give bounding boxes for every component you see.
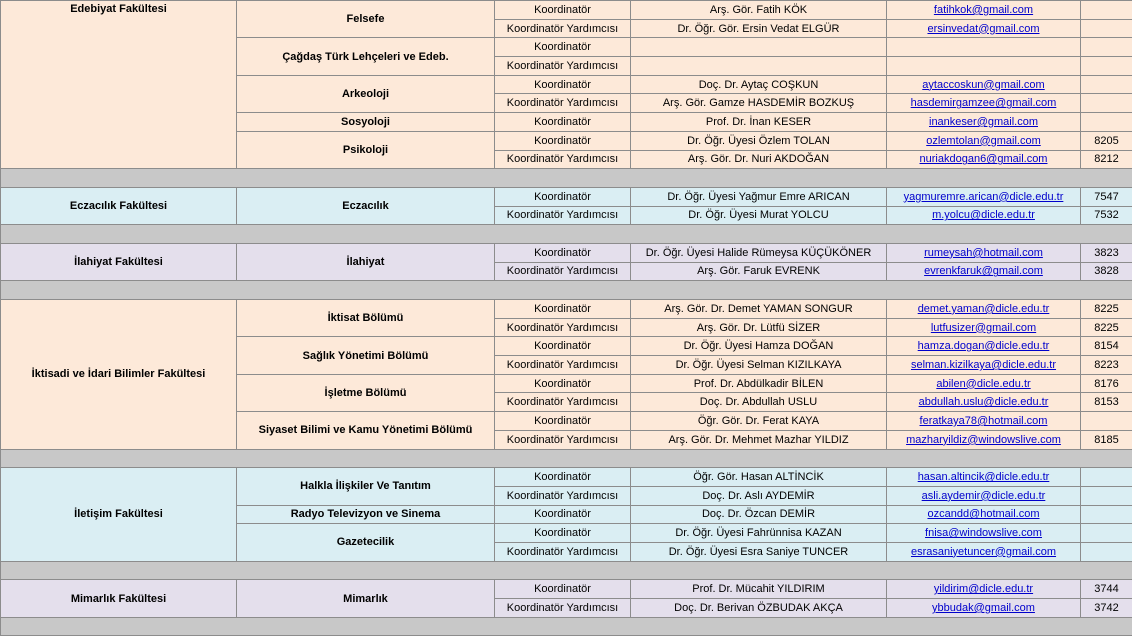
role-cell: Koordinatör bbox=[495, 524, 631, 543]
email-link[interactable]: asli.aydemir@dicle.edu.tr bbox=[921, 489, 1046, 502]
email-link[interactable]: lutfusizer@gmail.com bbox=[930, 321, 1037, 334]
phone-extension-cell bbox=[1081, 57, 1132, 76]
role-cell: Koordinatör bbox=[495, 412, 631, 431]
email-link[interactable]: ozlemtolan@gmail.com bbox=[926, 134, 1041, 147]
faculty-name: Eczacılık Fakültesi bbox=[1, 187, 237, 224]
phone-extension-cell bbox=[1081, 505, 1132, 524]
department-name: Psikoloji bbox=[237, 131, 495, 168]
person-cell: Arş. Gör. Dr. Lütfü SİZER bbox=[631, 318, 887, 337]
person-cell: Dr. Öğr. Üyesi Selman KIZILKAYA bbox=[631, 356, 887, 375]
table-row bbox=[1, 187, 1132, 206]
department-name: Gazetecilik bbox=[237, 524, 495, 561]
role-cell: Koordinatör Yardımcısı bbox=[495, 57, 631, 76]
person-cell: Dr. Öğr. Üyesi Halide Rümeysa KÜÇÜKÖNER bbox=[631, 243, 887, 262]
email-link[interactable]: ersinvedat@gmail.com bbox=[927, 22, 1040, 35]
phone-extension-cell: 8153 bbox=[1081, 393, 1132, 412]
email-cell bbox=[887, 430, 1081, 449]
separator-row bbox=[1, 617, 1132, 636]
email-cell bbox=[887, 524, 1081, 543]
person-cell: Öğr. Gör. Dr. Ferat KAYA bbox=[631, 412, 887, 431]
department-name: Mimarlık bbox=[237, 580, 495, 617]
person-cell: Dr. Öğr. Üyesi Yağmur Emre ARICAN bbox=[631, 187, 887, 206]
email-cell bbox=[887, 393, 1081, 412]
email-link[interactable]: abilen@dicle.edu.tr bbox=[936, 377, 1031, 390]
table-row bbox=[1, 1, 1132, 20]
phone-extension-cell: 8223 bbox=[1081, 356, 1132, 375]
person-cell: Arş. Gör. Gamze HASDEMİR BOZKUŞ bbox=[631, 94, 887, 113]
phone-extension-cell: 8154 bbox=[1081, 337, 1132, 356]
phone-extension-cell bbox=[1081, 1, 1132, 20]
department-name: Felsefe bbox=[237, 1, 495, 38]
person-cell: Dr. Öğr. Üyesi Özlem TOLAN bbox=[631, 131, 887, 150]
department-name: Sağlık Yönetimi Bölümü bbox=[237, 337, 495, 374]
role-cell: Koordinatör bbox=[495, 243, 631, 262]
faculty-name: İletişim Fakültesi bbox=[1, 468, 237, 561]
role-cell: Koordinatör bbox=[495, 75, 631, 94]
person-cell: Dr. Öğr. Üyesi Fahrünnisa KAZAN bbox=[631, 524, 887, 543]
phone-extension-cell bbox=[1081, 468, 1132, 487]
email-link[interactable]: demet.yaman@dicle.edu.tr bbox=[917, 302, 1050, 315]
department-name: Eczacılık bbox=[237, 187, 495, 224]
person-cell: Arş. Gör. Dr. Mehmet Mazhar YILDIZ bbox=[631, 430, 887, 449]
email-cell bbox=[887, 19, 1081, 38]
separator-cell bbox=[1, 561, 1132, 580]
department-name: Halkla İlişkiler Ve Tanıtım bbox=[237, 468, 495, 505]
person-cell: Doç. Dr. Özcan DEMİR bbox=[631, 505, 887, 524]
email-link[interactable]: hasan.altincik@dicle.edu.tr bbox=[917, 471, 1050, 484]
separator-row bbox=[1, 225, 1132, 244]
email-cell bbox=[887, 374, 1081, 393]
role-cell: Koordinatör bbox=[495, 505, 631, 524]
person-cell: Prof. Dr. Abdülkadir BİLEN bbox=[631, 374, 887, 393]
department-name: Radyo Televizyon ve Sinema bbox=[237, 505, 495, 524]
email-link[interactable]: mazharyildiz@windowslive.com bbox=[906, 433, 1061, 446]
email-cell bbox=[887, 75, 1081, 94]
person-cell: Prof. Dr. İnan KESER bbox=[631, 113, 887, 132]
phone-extension-cell: 3828 bbox=[1081, 262, 1132, 281]
email-link[interactable]: m.yolcu@dicle.edu.tr bbox=[932, 209, 1035, 222]
faculty-name: İktisadi ve İdari Bilimler Fakültesi bbox=[1, 300, 237, 450]
separator-row bbox=[1, 449, 1132, 468]
role-cell: Koordinatör bbox=[495, 113, 631, 132]
email-cell bbox=[887, 300, 1081, 319]
separator-row bbox=[1, 561, 1132, 580]
email-link[interactable]: inankeser@gmail.com bbox=[929, 115, 1038, 128]
phone-extension-cell bbox=[1081, 542, 1132, 561]
email-link[interactable]: rumeysah@hotmail.com bbox=[924, 246, 1043, 259]
email-link[interactable]: feratkaya78@hotmail.com bbox=[919, 414, 1048, 427]
phone-extension-cell bbox=[1081, 412, 1132, 431]
person-cell: Öğr. Gör. Hasan ALTİNCİK bbox=[631, 468, 887, 487]
person-cell: Doç. Dr. Aslı AYDEMİR bbox=[631, 486, 887, 505]
person-cell: Doç. Dr. Abdullah USLU bbox=[631, 393, 887, 412]
email-link[interactable]: fnisa@windowslive.com bbox=[925, 527, 1042, 540]
email-cell bbox=[887, 318, 1081, 337]
department-name: İşletme Bölümü bbox=[237, 374, 495, 411]
email-cell bbox=[887, 412, 1081, 431]
role-cell: Koordinatör Yardımcısı bbox=[495, 318, 631, 337]
phone-extension-cell: 3823 bbox=[1081, 243, 1132, 262]
role-cell: Koordinatör Yardımcısı bbox=[495, 599, 631, 618]
role-cell: Koordinatör Yardımcısı bbox=[495, 356, 631, 375]
table-row bbox=[1, 580, 1132, 599]
person-cell bbox=[631, 57, 887, 76]
phone-extension-cell bbox=[1081, 524, 1132, 543]
person-cell bbox=[631, 38, 887, 57]
email-cell bbox=[887, 505, 1081, 524]
role-cell: Koordinatör Yardımcısı bbox=[495, 542, 631, 561]
email-link[interactable]: hamza.dogan@dicle.edu.tr bbox=[917, 340, 1050, 353]
table-row bbox=[1, 300, 1132, 319]
person-cell: Dr. Öğr. Üyesi Hamza DOĞAN bbox=[631, 337, 887, 356]
phone-extension-cell: 8185 bbox=[1081, 430, 1132, 449]
role-cell: Koordinatör bbox=[495, 468, 631, 487]
role-cell: Koordinatör Yardımcısı bbox=[495, 393, 631, 412]
department-name: Sosyoloji bbox=[237, 113, 495, 132]
department-name: Siyaset Bilimi ve Kamu Yönetimi Bölümü bbox=[237, 412, 495, 449]
email-link[interactable]: abdullah.uslu@dicle.edu.tr bbox=[918, 396, 1049, 409]
phone-extension-cell: 8176 bbox=[1081, 374, 1132, 393]
phone-extension-cell: 3742 bbox=[1081, 599, 1132, 618]
role-cell: Koordinatör bbox=[495, 300, 631, 319]
table-row bbox=[1, 243, 1132, 262]
role-cell: Koordinatör bbox=[495, 374, 631, 393]
separator-cell bbox=[1, 617, 1132, 636]
email-link[interactable]: yildirim@dicle.edu.tr bbox=[933, 583, 1034, 596]
phone-extension-cell bbox=[1081, 486, 1132, 505]
phone-extension-cell bbox=[1081, 113, 1132, 132]
role-cell: Koordinatör Yardımcısı bbox=[495, 94, 631, 113]
department-name: Arkeoloji bbox=[237, 75, 495, 112]
phone-extension-cell: 7532 bbox=[1081, 206, 1132, 225]
phone-extension-cell: 3744 bbox=[1081, 580, 1132, 599]
faculty-name: Mimarlık Fakültesi bbox=[1, 580, 237, 617]
person-cell: Dr. Öğr. Üyesi Murat YOLCU bbox=[631, 206, 887, 225]
person-cell: Dr. Öğr. Üyesi Esra Saniye TUNCER bbox=[631, 542, 887, 561]
email-cell bbox=[887, 57, 1081, 76]
email-cell bbox=[887, 94, 1081, 113]
email-link[interactable]: aytaccoskun@gmail.com bbox=[922, 78, 1045, 91]
person-cell: Arş. Gör. Dr. Nuri AKDOĞAN bbox=[631, 150, 887, 169]
separator-cell bbox=[1, 169, 1132, 188]
email-link[interactable]: ybbudak@gmail.com bbox=[932, 601, 1035, 614]
email-cell bbox=[887, 486, 1081, 505]
phone-extension-cell bbox=[1081, 38, 1132, 57]
role-cell: Koordinatör bbox=[495, 1, 631, 20]
email-link[interactable]: esrasaniyetuncer@gmail.com bbox=[910, 545, 1057, 558]
person-cell: Arş. Gör. Fatih KÖK bbox=[631, 1, 887, 20]
department-name: Çağdaş Türk Lehçeleri ve Edeb. bbox=[237, 38, 495, 75]
separator-row bbox=[1, 281, 1132, 300]
email-cell bbox=[887, 113, 1081, 132]
email-link[interactable]: nuriakdogan6@gmail.com bbox=[919, 153, 1048, 166]
table-row bbox=[1, 468, 1132, 487]
role-cell: Koordinatör bbox=[495, 580, 631, 599]
email-cell bbox=[887, 580, 1081, 599]
role-cell: Koordinatör Yardımcısı bbox=[495, 206, 631, 225]
phone-extension-cell: 8212 bbox=[1081, 150, 1132, 169]
email-link[interactable]: selman.kizilkaya@dicle.edu.tr bbox=[910, 358, 1057, 371]
phone-extension-cell bbox=[1081, 75, 1132, 94]
role-cell: Koordinatör bbox=[495, 187, 631, 206]
email-cell bbox=[887, 131, 1081, 150]
phone-extension-cell: 7547 bbox=[1081, 187, 1132, 206]
role-cell: Koordinatör bbox=[495, 337, 631, 356]
department-name: İktisat Bölümü bbox=[237, 300, 495, 337]
role-cell: Koordinatör Yardımcısı bbox=[495, 262, 631, 281]
separator-cell bbox=[1, 225, 1132, 244]
email-cell bbox=[887, 150, 1081, 169]
person-cell: Doç. Dr. Berivan ÖZBUDAK AKÇA bbox=[631, 599, 887, 618]
email-cell bbox=[887, 38, 1081, 57]
email-cell bbox=[887, 599, 1081, 618]
role-cell: Koordinatör Yardımcısı bbox=[495, 19, 631, 38]
person-cell: Dr. Öğr. Gör. Ersin Vedat ELGÜR bbox=[631, 19, 887, 38]
email-cell bbox=[887, 542, 1081, 561]
phone-extension-cell: 8225 bbox=[1081, 300, 1132, 319]
phone-extension-cell bbox=[1081, 94, 1132, 113]
email-cell bbox=[887, 468, 1081, 487]
email-link[interactable]: fatihkok@gmail.com bbox=[933, 3, 1034, 16]
email-cell bbox=[887, 337, 1081, 356]
person-cell: Arş. Gör. Dr. Demet YAMAN SONGUR bbox=[631, 300, 887, 319]
phone-extension-cell: 8205 bbox=[1081, 131, 1132, 150]
email-cell bbox=[887, 206, 1081, 225]
person-cell: Prof. Dr. Mücahit YILDIRIM bbox=[631, 580, 887, 599]
role-cell: Koordinatör Yardımcısı bbox=[495, 430, 631, 449]
email-cell bbox=[887, 243, 1081, 262]
email-cell bbox=[887, 262, 1081, 281]
person-cell: Arş. Gör. Faruk EVRENK bbox=[631, 262, 887, 281]
phone-extension-cell: 8225 bbox=[1081, 318, 1132, 337]
email-link[interactable]: ozcandd@hotmail.com bbox=[927, 508, 1040, 521]
role-cell: Koordinatör bbox=[495, 38, 631, 57]
email-link[interactable]: hasdemirgamzee@gmail.com bbox=[910, 97, 1057, 110]
phone-extension-cell bbox=[1081, 19, 1132, 38]
separator-cell bbox=[1, 281, 1132, 300]
role-cell: Koordinatör Yardımcısı bbox=[495, 486, 631, 505]
email-cell bbox=[887, 187, 1081, 206]
department-name: İlahiyat bbox=[237, 243, 495, 280]
faculty-name: Edebiyat Fakültesi bbox=[1, 1, 237, 169]
email-link[interactable]: yagmuremre.arican@dicle.edu.tr bbox=[903, 190, 1064, 203]
email-cell bbox=[887, 356, 1081, 375]
separator-row bbox=[1, 169, 1132, 188]
email-link[interactable]: evrenkfaruk@gmail.com bbox=[924, 265, 1043, 278]
role-cell: Koordinatör Yardımcısı bbox=[495, 150, 631, 169]
separator-cell bbox=[1, 449, 1132, 468]
faculty-name: İlahiyat Fakültesi bbox=[1, 243, 237, 280]
role-cell: Koordinatör bbox=[495, 131, 631, 150]
person-cell: Doç. Dr. Aytaç COŞKUN bbox=[631, 75, 887, 94]
email-cell bbox=[887, 1, 1081, 20]
